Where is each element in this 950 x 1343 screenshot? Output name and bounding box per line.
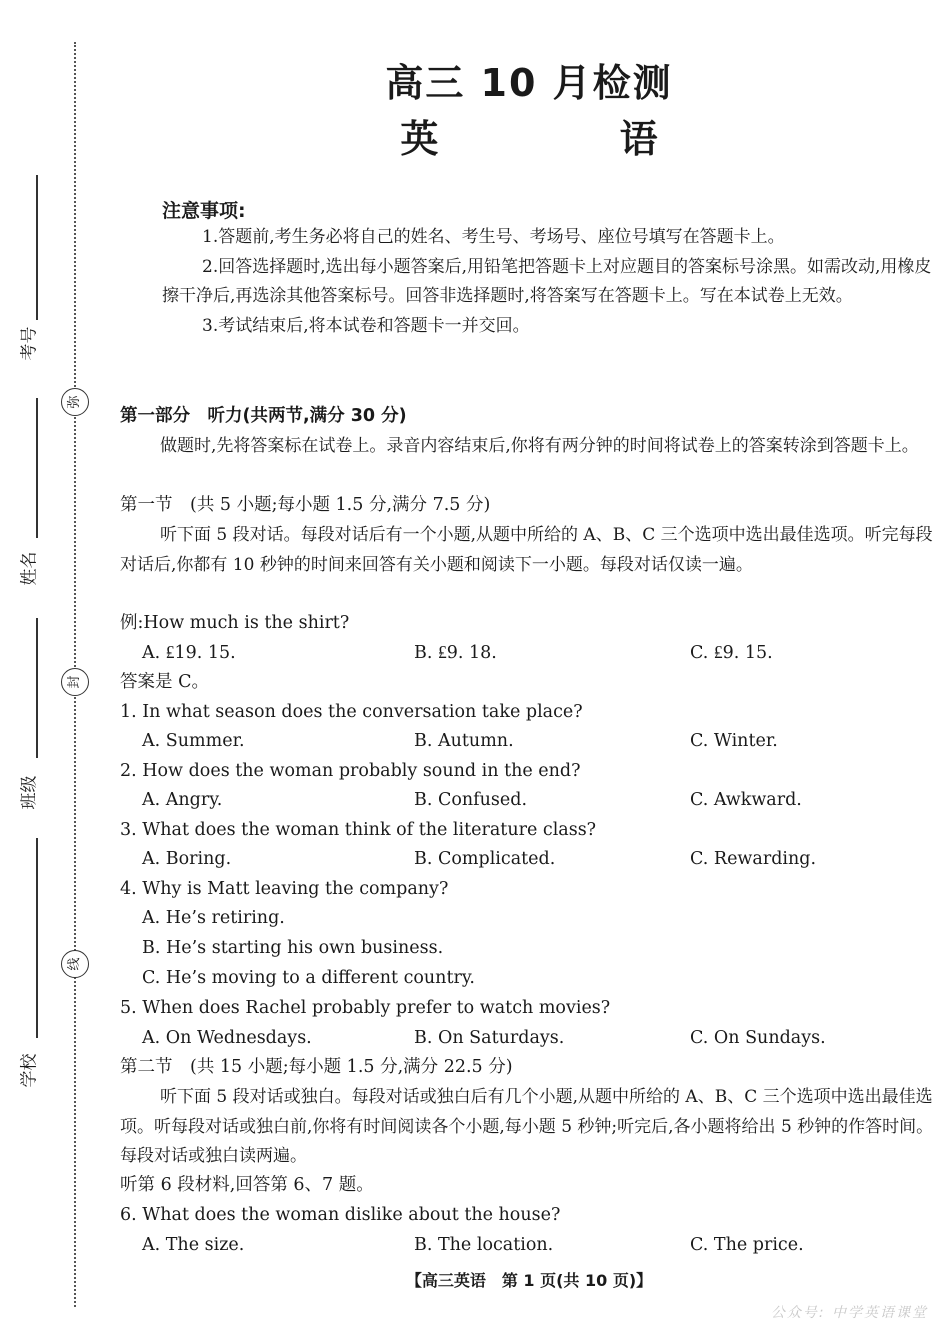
section2-instruction: 听下面 5 段对话或独白。每段对话或独白后有几个小题,从题中所给的 A、B、C 三个选项中选出最佳选项。听每段对话或独白前,你将有时间阅读各个小题,每小题 5 秒钟;听完后,各小题将给出 5 秒钟的作答时间。每段对话或独白读两遍。 xyxy=(120,1087,934,1166)
binding-strip xyxy=(0,0,100,1343)
q5-option-c[interactable]: C. On Sundays. xyxy=(690,1028,826,1048)
watermark: 公众号: 中学英语课堂 xyxy=(770,1305,928,1321)
question-2: 2. How does the woman probably sound in the end? xyxy=(120,761,581,781)
school-field[interactable] xyxy=(12,838,42,1098)
notice-item: 1.答题前,考生务必将自己的姓名、考生号、考场号、座位号填写在答题卡上。 xyxy=(202,227,785,247)
material-6-note: 听第 6 段材料,回答第 6、7 题。 xyxy=(120,1175,374,1195)
q1-option-c[interactable]: C. Winter. xyxy=(690,731,778,751)
question-4: 4. Why is Matt leaving the company? xyxy=(120,879,449,899)
section1-instruction: 听下面 5 段对话。每段对话后有一个小题,从题中所给的 A、B、C 三个选项中选出最佳选项。听完每段对话后,你都有 10 秒钟的时间来回答有关小题和阅读下一小题。每段对话仅读一遍。 xyxy=(120,525,933,575)
class-field[interactable] xyxy=(12,618,42,818)
q4-option-b[interactable]: B. He’s starting his own business. xyxy=(142,938,444,958)
q6-option-c[interactable]: C. The price. xyxy=(690,1235,804,1255)
seal-mark: 线 xyxy=(61,950,89,978)
example-answer: 答案是 C。 xyxy=(120,672,209,692)
class-blank[interactable] xyxy=(36,618,38,758)
section1-heading: 第一节 (共 5 小题;每小题 1.5 分,满分 7.5 分) xyxy=(120,495,491,515)
exam-title: 高三 10 月检测 xyxy=(385,61,673,105)
q3-option-b[interactable]: B. Complicated. xyxy=(414,849,556,869)
example-option-c[interactable]: C. ₤9. 15. xyxy=(690,643,773,663)
q5-option-a[interactable]: A. On Wednesdays. xyxy=(142,1028,312,1048)
q1-option-a[interactable]: A. Summer. xyxy=(142,731,245,751)
notice-item: 2.回答选择题时,选出每小题答案后,用铅笔把答题卡上对应题目的答案标号涂黑。如需改动,用橡皮擦干净后,再选涂其他答案标号。回答非选择题时,将答案写在答题卡上。写在本试卷上无效。 xyxy=(162,256,932,306)
name-blank[interactable] xyxy=(36,398,38,538)
seal-mark: 弥 xyxy=(61,388,89,416)
exam-number-label: 考号 xyxy=(19,326,40,361)
school-label: 学校 xyxy=(19,1053,40,1088)
example-question: 例:How much is the shirt? xyxy=(120,613,350,633)
name-field[interactable] xyxy=(12,398,42,598)
q1-option-b[interactable]: B. Autumn. xyxy=(414,731,514,751)
exam-subject: 英 语 xyxy=(400,117,742,161)
q5-option-b[interactable]: B. On Saturdays. xyxy=(414,1028,565,1048)
name-label: 姓名 xyxy=(19,551,40,586)
exam-number-blank[interactable] xyxy=(36,175,38,320)
q3-option-c[interactable]: C. Rewarding. xyxy=(690,849,817,869)
question-1: 1. In what season does the conversation take place? xyxy=(120,702,583,722)
notice-item: 3.考试结束后,将本试卷和答题卡一并交回。 xyxy=(202,315,530,336)
example-option-a[interactable]: A. ₤19. 15. xyxy=(142,643,236,663)
q2-option-a[interactable]: A. Angry. xyxy=(142,790,223,810)
question-6: 6. What does the woman dislike about the house? xyxy=(120,1205,561,1225)
part1-heading: 第一部分 听力(共两节,满分 30 分) xyxy=(120,406,407,426)
section2-heading: 第二节 (共 15 小题;每小题 1.5 分,满分 22.5 分) xyxy=(120,1057,513,1077)
class-label: 班级 xyxy=(19,775,40,810)
q6-option-a[interactable]: A. The size. xyxy=(142,1235,245,1255)
example-option-b[interactable]: B. ₤9. 18. xyxy=(414,643,497,663)
school-blank[interactable] xyxy=(36,838,38,1038)
q4-option-c[interactable]: C. He’s moving to a different country. xyxy=(142,968,475,988)
notice-heading: 注意事项: xyxy=(162,200,246,222)
exam-number-field[interactable] xyxy=(12,175,42,375)
question-3: 3. What does the woman think of the literature class? xyxy=(120,820,597,840)
seal-mark: 封 xyxy=(61,668,89,696)
q3-option-a[interactable]: A. Boring. xyxy=(142,849,232,869)
notice-list xyxy=(162,223,938,341)
part1-instruction: 做题时,先将答案标在试卷上。录音内容结束后,你将有两分钟的时间将试卷上的答案转涂到答题卡上。 xyxy=(160,436,919,456)
q6-option-b[interactable]: B. The location. xyxy=(414,1235,554,1255)
q4-option-a[interactable]: A. He’s retiring. xyxy=(142,908,285,928)
question-5: 5. When does Rachel probably prefer to watch movies? xyxy=(120,998,611,1018)
q2-option-c[interactable]: C. Awkward. xyxy=(690,790,802,810)
q2-option-b[interactable]: B. Confused. xyxy=(414,790,528,810)
page-footer: 【高三英语 第 1 页(共 10 页)】 xyxy=(405,1271,653,1290)
